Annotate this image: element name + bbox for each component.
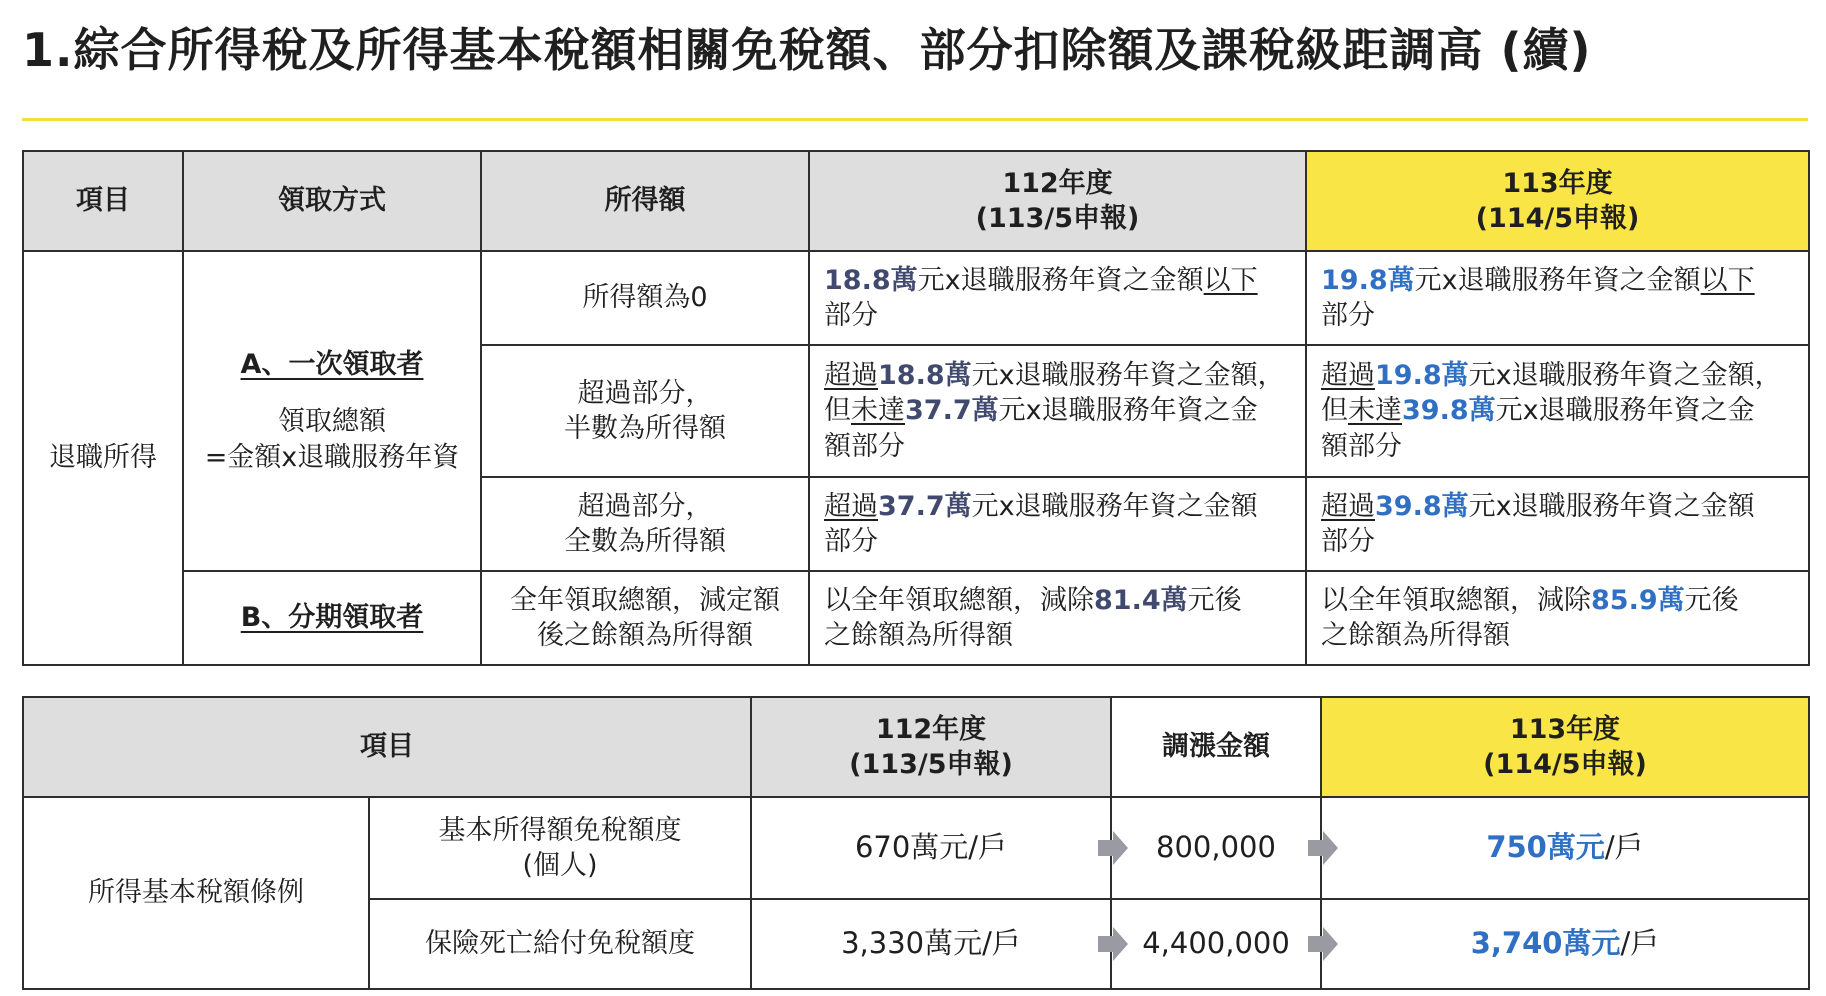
rule-113-cell	[1306, 571, 1809, 665]
table-row	[23, 797, 1809, 899]
header-year-113	[1306, 151, 1809, 251]
rule-underlined: 超過	[824, 490, 878, 522]
rule-text: 元x退職服務年資之金額	[917, 264, 1204, 296]
mode-a-desc-line2: =金額x退職服務年資	[204, 441, 460, 473]
header-year-112	[809, 151, 1306, 251]
increase-cell	[1111, 797, 1321, 899]
header-year-113-filing: (114/5申報)	[1483, 749, 1647, 780]
right-arrow-icon	[1098, 927, 1128, 961]
rule-underlined: 未達	[1348, 395, 1402, 427]
header-year-112-label: 112年度	[875, 713, 987, 745]
amount-value: 18.8萬	[824, 264, 918, 296]
header-year-113	[1321, 697, 1809, 797]
amount-value: 18.8萬	[878, 360, 972, 392]
rule-underlined: 未達	[851, 395, 905, 427]
increase-value: 4,400,000	[1142, 926, 1290, 961]
value-112: 3,330萬元/戶	[751, 899, 1111, 989]
rule-text-line2: 部分	[1321, 300, 1375, 331]
mode-b-label: B、分期領取者	[240, 602, 424, 634]
header-year-112-filing: (113/5申報)	[849, 749, 1013, 780]
rule-text-line2: 之餘額為所得額	[824, 620, 1013, 651]
unit-label: /戶	[1620, 926, 1660, 961]
header-year-113-filing: (114/5申報)	[1475, 203, 1640, 234]
rule-underlined: 超過	[824, 360, 878, 392]
rule-text: 元x退職服務年資之金額，	[971, 360, 1285, 392]
rule-text: 元x退職服務年資之金額	[971, 490, 1258, 522]
unit-label: /戶	[1604, 830, 1644, 865]
rule-113-cell	[1306, 251, 1809, 345]
amount-value: 750萬元	[1486, 830, 1605, 865]
rule-112-cell	[809, 345, 1306, 477]
right-arrow-icon	[1308, 831, 1338, 865]
amount-value: 19.8萬	[1321, 264, 1415, 296]
header-item: 項目	[23, 697, 751, 797]
rule-text-line2: 部分	[1321, 526, 1375, 557]
header-year-112-filing: (113/5申報)	[975, 203, 1140, 234]
mode-a-label: A、一次領取者	[240, 349, 424, 381]
income-rule-line1: 超過部分，	[577, 490, 713, 522]
income-rule-line2: 半數為所得額	[564, 413, 726, 444]
rule-text: 元後	[1684, 584, 1739, 616]
header-year-112	[751, 697, 1111, 797]
retirement-income-table	[22, 150, 1810, 666]
income-rule-line2: 全數為所得額	[564, 526, 726, 557]
rule-underlined: 超過	[1321, 360, 1375, 392]
header-year-113-label: 113年度	[1509, 713, 1621, 745]
value-113-cell	[1321, 797, 1809, 899]
amount-value: 3,740萬元	[1470, 926, 1621, 961]
right-arrow-icon	[1308, 927, 1338, 961]
category-retirement-income: 退職所得	[23, 251, 183, 665]
income-rule-line1: 超過部分，	[577, 377, 713, 409]
rule-112-cell	[809, 571, 1306, 665]
value-113-cell	[1321, 899, 1809, 989]
rule-text: 元x退職服務年資之金額，	[1468, 360, 1782, 392]
increase-value: 800,000	[1156, 830, 1276, 865]
amount-value: 37.7萬	[878, 490, 972, 522]
page-title: 1.綜合所得稅及所得基本稅額相關免稅額、部分扣除額及課稅級距調高 (續)	[22, 23, 1592, 77]
header-year-112-label: 112年度	[1002, 167, 1113, 199]
rule-underlined: 超過	[1321, 490, 1375, 522]
rule-text: 以全年領取總額，減除	[1321, 584, 1591, 616]
rule-text-line3: 額部分	[1321, 430, 1402, 462]
table-row	[23, 251, 1809, 345]
header-year-113-label: 113年度	[1502, 167, 1613, 199]
rule-112-cell	[809, 251, 1306, 345]
income-rule: 所得額為0	[481, 251, 809, 345]
rule-underlined: 以下	[1203, 264, 1258, 296]
amount-value: 85.9萬	[1591, 584, 1685, 616]
mode-a-desc-line1: 領取總額	[278, 406, 386, 438]
rule-113-cell	[1306, 477, 1809, 571]
income-rule	[481, 477, 809, 571]
table-header-row	[23, 697, 1809, 797]
income-rule-line1: 全年領取總額，減定額	[510, 584, 780, 616]
item-label-line2: (個人)	[522, 850, 598, 881]
right-arrow-icon	[1098, 831, 1128, 865]
amount-value: 37.7萬	[905, 395, 999, 427]
mode-a-cell	[183, 251, 481, 571]
rule-text: 以全年領取總額，減除	[824, 584, 1094, 616]
amount-value: 39.8萬	[1375, 490, 1469, 522]
header-item: 項目	[23, 151, 183, 251]
rule-112-cell	[809, 477, 1306, 571]
rule-text: 但	[1321, 395, 1348, 427]
rule-text: 元後	[1187, 584, 1242, 616]
rule-text: 元x退職服務年資之金	[1495, 395, 1755, 427]
item-label-line1: 基本所得額免稅額度	[438, 814, 682, 846]
rule-text: 元x退職服務年資之金額	[1414, 264, 1701, 296]
rule-text-line2: 部分	[824, 300, 878, 331]
income-rule	[481, 571, 809, 665]
amount-value: 19.8萬	[1375, 360, 1469, 392]
mode-b-cell	[183, 571, 481, 665]
header-income: 所得額	[481, 151, 809, 251]
amount-value: 81.4萬	[1094, 584, 1188, 616]
basic-tax-table	[22, 696, 1810, 990]
income-rule	[481, 345, 809, 477]
rule-text-line3: 額部分	[824, 430, 905, 462]
increase-cell	[1111, 899, 1321, 989]
title-underline	[22, 118, 1808, 121]
header-increase: 調漲金額	[1111, 697, 1321, 797]
amount-value: 39.8萬	[1402, 395, 1496, 427]
value-112: 670萬元/戶	[751, 797, 1111, 899]
rule-text-line2: 部分	[824, 526, 878, 557]
item-label: 保險死亡給付免稅額度	[369, 899, 751, 989]
table-row	[23, 571, 1809, 665]
rule-text-line2: 之餘額為所得額	[1321, 620, 1510, 651]
rule-113-cell	[1306, 345, 1809, 477]
rule-text: 但	[824, 395, 851, 427]
item-label	[369, 797, 751, 899]
category-basic-tax-act: 所得基本稅額條例	[23, 797, 369, 989]
rule-text: 元x退職服務年資之金	[998, 395, 1258, 427]
rule-text: 元x退職服務年資之金額	[1468, 490, 1755, 522]
header-method: 領取方式	[183, 151, 481, 251]
income-rule-line2: 後之餘額為所得額	[537, 620, 753, 651]
table-header-row	[23, 151, 1809, 251]
rule-underlined: 以下	[1700, 264, 1755, 296]
